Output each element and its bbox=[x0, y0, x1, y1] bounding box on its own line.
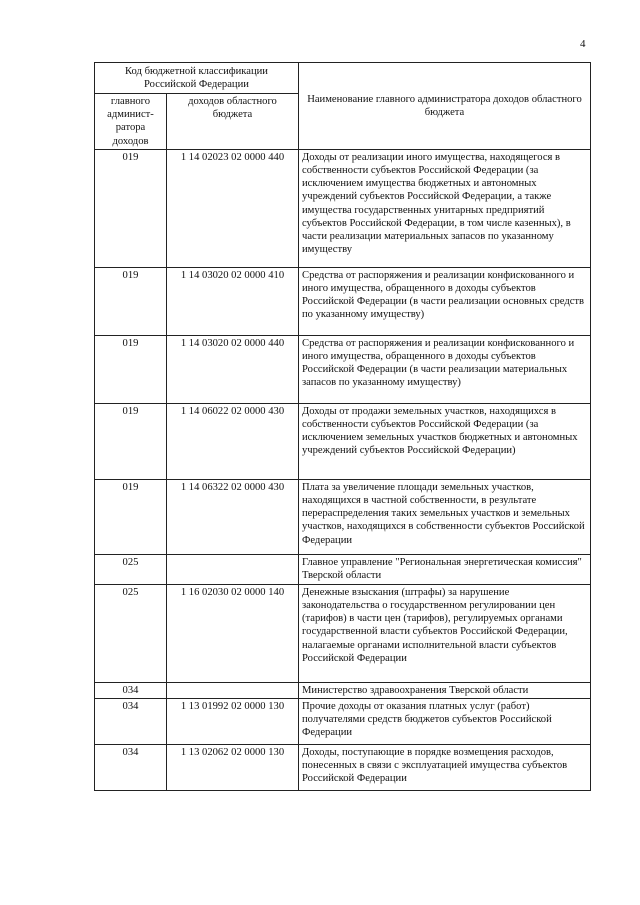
revenue-code-cell bbox=[167, 682, 299, 698]
admin-code-cell: 019 bbox=[95, 403, 167, 479]
revenue-name-cell: Прочие доходы от оказания платных услуг (работ) получателями средств бюджетов субъектов Российской Федерации bbox=[299, 699, 591, 745]
header-classification-code: Код бюджетной классификации Российской Федерации bbox=[95, 63, 299, 94]
admin-code-cell: 034 bbox=[95, 699, 167, 745]
page-number: 4 bbox=[580, 38, 586, 50]
table-row bbox=[95, 745, 591, 791]
revenue-name-cell: Денежные взыскания (штрафы) за нарушение законодательства о государственном регулировании цен (тарифов) в части цен (тарифов), регулируемых органами государственной власти субъектов Российской Федерации, налагаемые органами исполнительной власти субъектов Российской Федерации bbox=[299, 584, 591, 682]
table-row bbox=[95, 335, 591, 403]
administrator-name-cell: Главное управление "Региональная энергетическая комиссия" Тверской области bbox=[299, 554, 591, 584]
revenue-code-cell: 1 14 02023 02 0000 440 bbox=[167, 149, 299, 267]
revenue-name-cell: Средства от распоряжения и реализации конфискованного и иного имущества, обращенного в доходы субъектов Российской Федерации (в части реализации материальных запасов по указанному имуществу) bbox=[299, 335, 591, 403]
revenue-code-cell: 1 14 03020 02 0000 440 bbox=[167, 335, 299, 403]
admin-code-cell: 019 bbox=[95, 267, 167, 335]
revenue-name-cell: Средства от распоряжения и реализации конфискованного и иного имущества, обращенного в доходы субъектов Российской Федерации (в части реализации основных средств по указанному имуществу) bbox=[299, 267, 591, 335]
admin-code-cell: 025 bbox=[95, 554, 167, 584]
admin-code-cell: 025 bbox=[95, 584, 167, 682]
admin-code-cell: 034 bbox=[95, 745, 167, 791]
revenue-code-cell: 1 13 01992 02 0000 130 bbox=[167, 699, 299, 745]
admin-code-cell: 019 bbox=[95, 335, 167, 403]
header-administrator-name: Наименование главного администратора доходов областного бюджета bbox=[299, 63, 591, 150]
revenue-code-cell: 1 14 06022 02 0000 430 bbox=[167, 403, 299, 479]
header-revenue-code: доходов областного бюджета bbox=[167, 94, 299, 150]
table-row bbox=[95, 403, 591, 479]
revenue-code-cell: 1 16 02030 02 0000 140 bbox=[167, 584, 299, 682]
revenue-name-cell: Доходы, поступающие в порядке возмещения расходов, понесенных в связи с эксплуатацией имущества субъектов Российской Федерации bbox=[299, 745, 591, 791]
admin-code-cell: 019 bbox=[95, 149, 167, 267]
table-row bbox=[95, 479, 591, 554]
table-row bbox=[95, 584, 591, 682]
admin-code-cell: 034 bbox=[95, 682, 167, 698]
admin-code-cell: 019 bbox=[95, 479, 167, 554]
table-row bbox=[95, 267, 591, 335]
administrator-row bbox=[95, 682, 591, 698]
revenue-code-cell: 1 13 02062 02 0000 130 bbox=[167, 745, 299, 791]
administrator-row bbox=[95, 554, 591, 584]
header-admin-code: главного админист-ратора доходов bbox=[95, 94, 167, 150]
administrator-name-cell: Министерство здравоохранения Тверской области bbox=[299, 682, 591, 698]
revenue-name-cell: Плата за увеличение площади земельных участков, находящихся в частной собственности, в результате перераспределения таких земельных участков и земельных участков, находящихся в собственности субъектов Российской Федерации bbox=[299, 479, 591, 554]
table-row bbox=[95, 149, 591, 267]
revenue-code-cell: 1 14 03020 02 0000 410 bbox=[167, 267, 299, 335]
budget-classification-table bbox=[94, 62, 591, 791]
revenue-code-cell: 1 14 06322 02 0000 430 bbox=[167, 479, 299, 554]
revenue-code-cell bbox=[167, 554, 299, 584]
table-row bbox=[95, 699, 591, 745]
revenue-name-cell: Доходы от реализации иного имущества, находящегося в собственности субъектов Российской Федерации (за исключением имущества бюджетных и автономных учреждений субъектов Российской Федерации, а также имущества государственных унитарных предприятий субъектов Российской Федерации, в том числе казенных), в части реализации материальных запасов по указанному имуществу bbox=[299, 149, 591, 267]
revenue-name-cell: Доходы от продажи земельных участков, находящихся в собственности субъектов Российской Федерации (за исключением земельных участков бюджетных и автономных учреждений субъектов Российской Федерации) bbox=[299, 403, 591, 479]
